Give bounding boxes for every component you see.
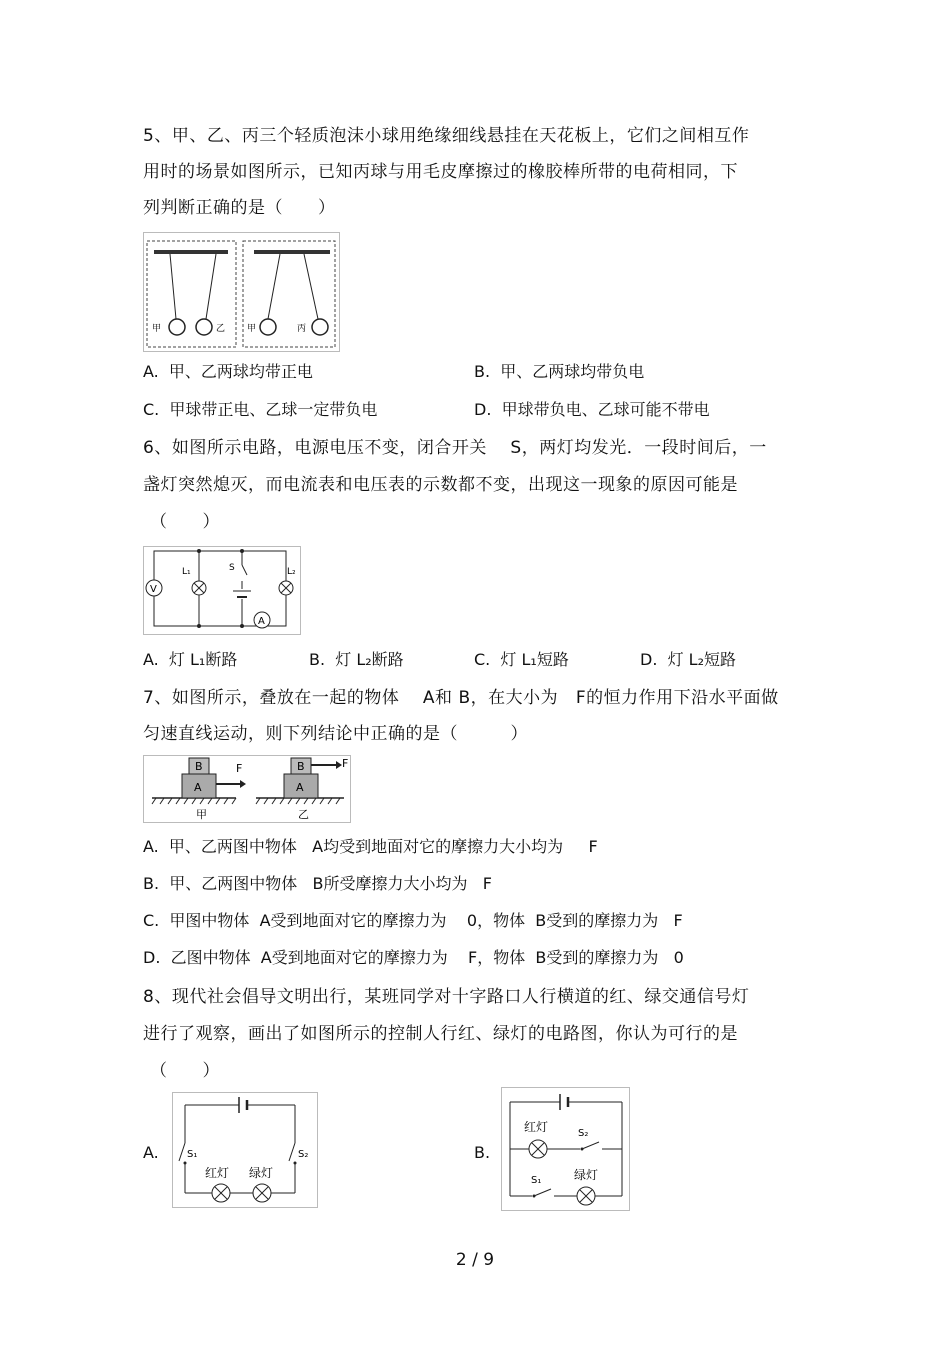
q8b-red: 红灯	[524, 1120, 549, 1134]
q6-option-b[interactable]: B. 灯 L₂断路	[309, 650, 404, 669]
q5-fig-label-yi: 乙	[216, 324, 226, 334]
q6-option-d[interactable]: D. 灯 L₂短路	[640, 650, 736, 669]
q8b-green: 绿灯	[574, 1168, 599, 1182]
q7-option-c[interactable]: C. 甲图中物体 A受到地面对它的摩擦力为 0，物体 B受到的摩擦力为 F	[143, 911, 683, 930]
q5-option-d[interactable]: D. 甲球带负电、乙球可能不带电	[474, 400, 710, 419]
q5-figure-hanging-balls	[143, 232, 340, 352]
q7-fig-f2: F	[342, 757, 349, 770]
q7-option-d[interactable]: D. 乙图中物体 A受到地面对它的摩擦力为 F，物体 B受到的摩擦力为 0	[143, 948, 684, 967]
q7-fig-b1: B	[195, 760, 203, 773]
q5-fig-label-jia-1: 甲	[152, 324, 162, 334]
q7-option-b[interactable]: B. 甲、乙两图中物体 B所受摩擦力大小均为 F	[143, 874, 492, 893]
q5-text-line-3: 列判断正确的是（ ）	[143, 198, 336, 218]
q8b-s1: S₁	[531, 1175, 542, 1186]
q6-fig-voltmeter: V	[150, 584, 157, 595]
q6-text-line-2: 盏灯突然熄灭，而电流表和电压表的示数都不变，出现这一现象的原因可能是	[143, 475, 738, 495]
q6-text-line-3: （ ）	[150, 512, 220, 532]
q8-text-line-1: 8、现代社会倡导文明出行，某班同学对十字路口人行横道的红、绿交通信号灯	[143, 987, 750, 1007]
q8b-s2: S₂	[578, 1128, 589, 1139]
q5-option-c[interactable]: C. 甲球带正电、乙球一定带负电	[143, 400, 378, 419]
q8-option-b-label[interactable]: B.	[474, 1143, 491, 1162]
q7-text-line-1: 7、如图所示，叠放在一起的物体 A和 B，在大小为 F的恒力作用下沿水平面做	[143, 688, 779, 708]
q7-option-a[interactable]: A. 甲、乙两图中物体 A均受到地面对它的摩擦力大小均为 F	[143, 837, 598, 856]
q6-fig-l2: L₂	[287, 567, 296, 577]
q7-fig-yi: 乙	[298, 808, 309, 821]
q7-fig-a2: A	[296, 781, 304, 794]
q7-fig-b2: B	[297, 760, 305, 773]
q5-fig-label-jia-2: 甲	[247, 324, 257, 334]
page-number: 2 / 9	[455, 1250, 495, 1270]
q6-option-a[interactable]: A. 灯 L₁断路	[143, 650, 238, 669]
q7-fig-a1: A	[194, 781, 202, 794]
q8a-s2: S₂	[298, 1149, 309, 1160]
q7-fig-f1: F	[236, 762, 243, 775]
q7-fig-jia: 甲	[196, 808, 207, 821]
q8-option-a-label[interactable]: A.	[143, 1143, 159, 1162]
q5-text-line-2: 用时的场景如图所示，已知丙球与用毛皮摩擦过的橡胶棒所带的电荷相同，下	[143, 162, 738, 182]
q5-text-line-1: 5、甲、乙、丙三个轻质泡沫小球用绝缘细线悬挂在天花板上，它们之间相互作	[143, 126, 750, 146]
q8-text-line-2: 进行了观察，画出了如图所示的控制人行红、绿灯的电路图，你认为可行的是	[143, 1024, 738, 1044]
q8-text-line-3: （ ）	[150, 1061, 220, 1081]
q8-option-a-circuit[interactable]	[172, 1092, 318, 1208]
q6-fig-ammeter: A	[258, 616, 265, 627]
q5-fig-label-bing: 丙	[297, 324, 307, 334]
q8a-s1: S₁	[187, 1149, 198, 1160]
q5-option-b[interactable]: B. 甲、乙两球均带负电	[474, 362, 645, 381]
q6-fig-l1: L₁	[182, 567, 191, 577]
q6-text-line-1: 6、如图所示电路，电源电压不变，闭合开关 S，两灯均发光．一段时间后，一	[143, 438, 767, 458]
q6-figure-circuit	[143, 546, 301, 635]
q8a-red: 红灯	[205, 1166, 230, 1180]
q7-figure-stacked-blocks	[143, 755, 351, 823]
q8-option-b-circuit[interactable]	[501, 1087, 630, 1211]
q8a-green: 绿灯	[249, 1166, 274, 1180]
q6-option-c[interactable]: C. 灯 L₁短路	[474, 650, 569, 669]
q5-option-a[interactable]: A. 甲、乙两球均带正电	[143, 362, 313, 381]
q7-text-line-2: 匀速直线运动，则下列结论中正确的是（ ）	[143, 724, 528, 744]
q6-fig-switch: S	[229, 563, 235, 573]
